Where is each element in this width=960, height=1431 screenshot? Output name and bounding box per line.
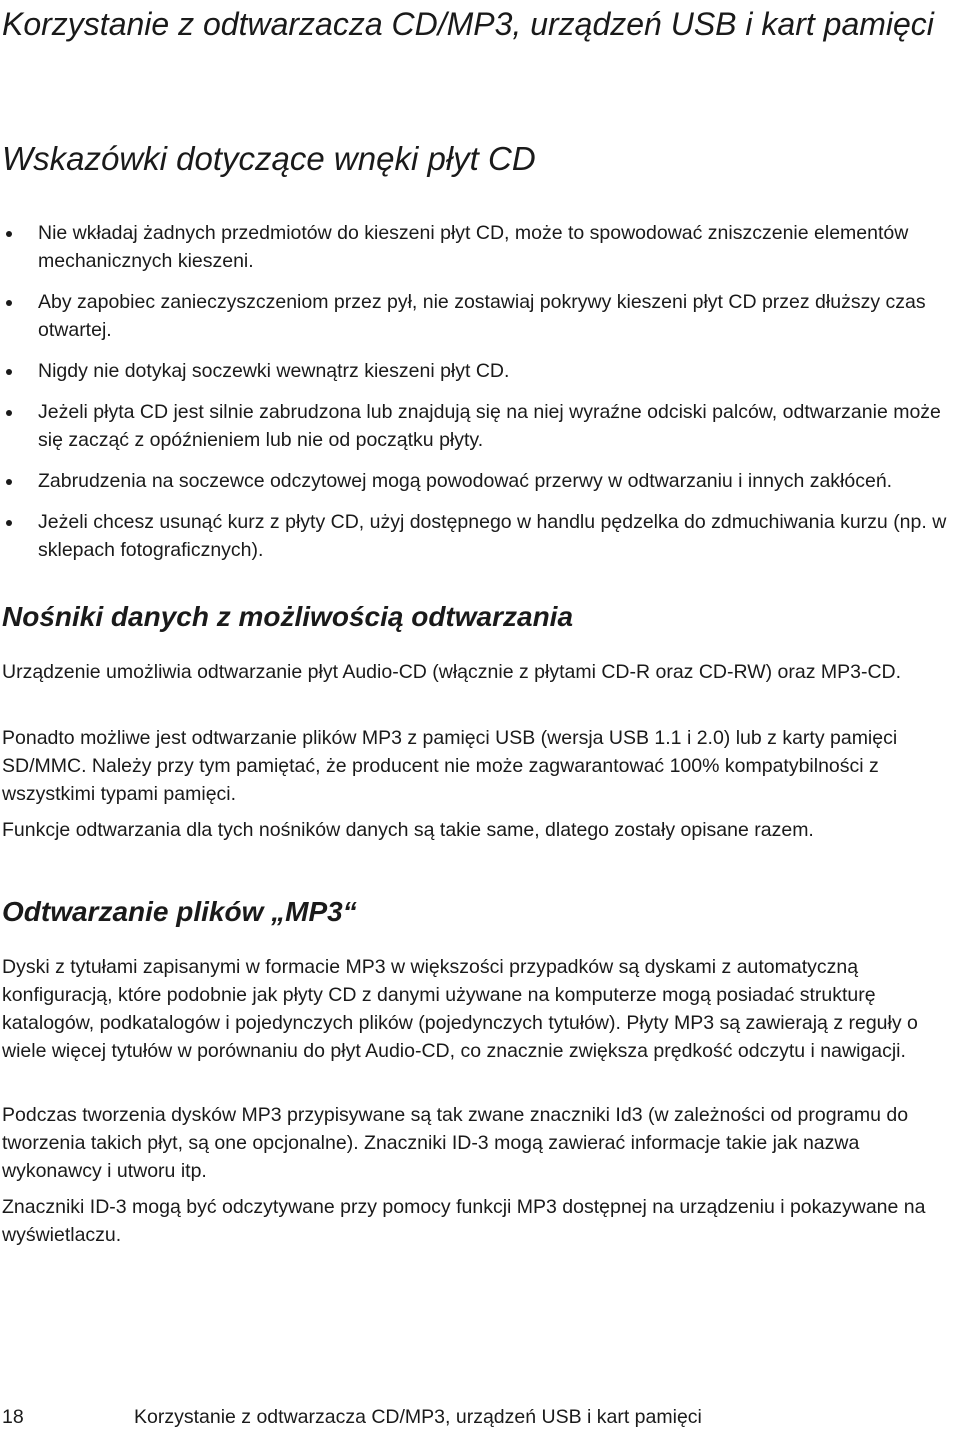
page-number: 18: [2, 1406, 24, 1428]
paragraph: Ponadto możliwe jest odtwarzanie plików MP3 z pamięci USB (wersja USB 1.1 i 2.0) lub z karty pamięci SD/MMC. Należy przy tym pamiętać, że producent nie może zagwarantować 100% kompatybilności z wszystkimi typami pamięci.: [2, 727, 898, 805]
page-title: Korzystanie z odtwarzacza CD/MP3, urządzeń USB i kart pamięci: [2, 6, 934, 42]
section-heading-cd-tips: Wskazówki dotyczące wnęki płyt CD: [2, 140, 536, 177]
list-item: Jeżeli płyta CD jest silnie zabrudzona lub znajdują się na niej wyraźne odciski palców, odtwarzanie może się zacząć z opóźnieniem lub nie od początku płyty.: [0, 398, 955, 454]
list-item: Nigdy nie dotykaj soczewki wewnątrz kieszeni płyt CD.: [0, 357, 955, 385]
footer-title: Korzystanie z odtwarzacza CD/MP3, urządzeń USB i kart pamięci: [134, 1406, 702, 1428]
paragraph: Znaczniki ID-3 mogą być odczytywane przy pomocy funkcji MP3 dostępnej na urządzeniu i pokazywane na wyświetlaczu.: [2, 1196, 926, 1246]
paragraph: Podczas tworzenia dysków MP3 przypisywane są tak zwane znaczniki Id3 (w zależności od programu do tworzenia takich płyt, są one opcjonalne). Znaczniki ID-3 mogą zawierać informacje takie jak nazwa wykonawcy i utworu itp.: [2, 1104, 909, 1182]
list-item: Nie wkładaj żadnych przedmiotów do kieszeni płyt CD, może to spowodować zniszczenie elementów mechanicznych kieszeni.: [0, 219, 955, 275]
section-heading-mp3: Odtwarzanie plików „MP3“: [2, 896, 357, 927]
paragraph: Urządzenie umożliwia odtwarzanie płyt Audio-CD (włącznie z płytami CD-R oraz CD-RW) oraz MP3-CD.: [2, 661, 902, 683]
cd-tips-list: [0, 219, 955, 577]
list-item: Zabrudzenia na soczewce odczytowej mogą powodować przerwy w odtwarzaniu i innych zakłóceń.: [0, 467, 955, 495]
paragraph: Dyski z tytułami zapisanymi w formacie MP3 w większości przypadków są dyskami z automatyczną konfiguracją, które podobnie jak płyty CD z danymi używane na komputerze mogą posiadać strukturę katalogów, podkatalogów i pojedynczych plików (pojedynczych tytułów). Płyty MP3 są zawierają z reguły o wiele więcej tytułów w porównaniu do płyt Audio-CD, co znacznie zwiększa prędkość odczytu i nawigacji.: [2, 956, 918, 1062]
list-item: Jeżeli chcesz usunąć kurz z płyty CD, użyj dostępnego w handlu pędzelka do zdmuchiwania kurzu (np. w sklepach fotograficznych).: [0, 508, 955, 564]
paragraph: Funkcje odtwarzania dla tych nośników danych są takie same, dlatego zostały opisane razem.: [2, 819, 814, 841]
list-item: Aby zapobiec zanieczyszczeniom przez pył, nie zostawiaj pokrywy kieszeni płyt CD przez dłuższy czas otwartej.: [0, 288, 955, 344]
section-heading-media: Nośniki danych z możliwością odtwarzania: [2, 601, 574, 632]
